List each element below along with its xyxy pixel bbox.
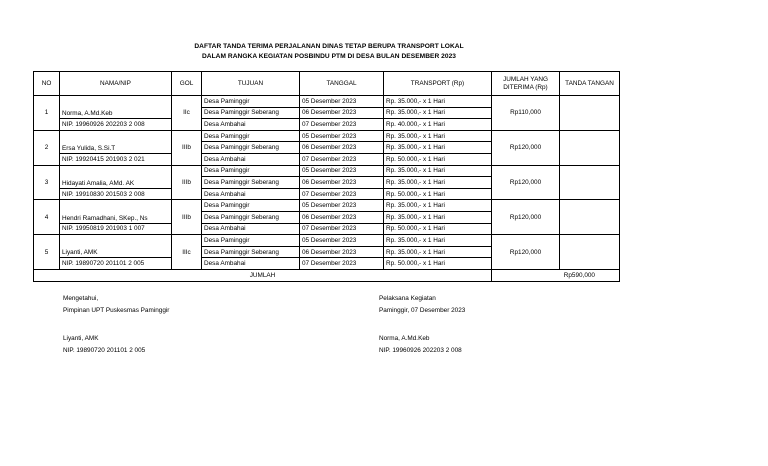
header-tanda-tangan: TANDA TANGAN <box>560 72 620 96</box>
trip-transport: Rp. 35.000,- x 1 Hari <box>384 130 492 142</box>
right-sign-line-1: Pelaksana Kegiatan <box>379 295 436 302</box>
trip-transport: Rp. 50.000,- x 1 Hari <box>384 223 492 235</box>
table-row <box>34 200 620 212</box>
trip-tanggal: 05 Desember 2023 <box>300 96 384 108</box>
document-title-line-1: DAFTAR TANDA TERIMA PERJALANAN DINAS TETAP BERUPA TRANSPORT LOKAL <box>194 43 464 50</box>
left-sign-line-1: Mengetahui, <box>63 295 99 302</box>
right-sign-nip: NIP. 19960926 202203 2 008 <box>379 347 462 354</box>
left-signature-block <box>63 293 169 357</box>
row-nip: NIP. 19950819 201903 1 007 <box>60 223 172 235</box>
trip-tujuan: Desa Paminggir Seberang <box>202 211 300 223</box>
header-nama-nip: NAMA/NIP <box>60 72 172 96</box>
trip-transport: Rp. 35.000,- x 1 Hari <box>384 177 492 189</box>
trip-transport: Rp. 35.000,- x 1 Hari <box>384 142 492 154</box>
trip-tujuan: Desa Paminggir Seberang <box>202 177 300 189</box>
trip-tujuan: Desa Paminggir <box>202 235 300 247</box>
trip-transport: Rp. 50.000,- x 1 Hari <box>384 188 492 200</box>
trip-transport: Rp. 35.000,- x 1 Hari <box>384 96 492 108</box>
trip-tujuan: Desa Paminggir Seberang <box>202 142 300 154</box>
row-nip: NIP. 19890720 201101 2 005 <box>60 258 172 270</box>
trip-tujuan: Desa Paminggir <box>202 96 300 108</box>
header-gol: GOL <box>172 72 202 96</box>
trip-tujuan: Desa Ambahai <box>202 188 300 200</box>
trip-tanggal: 07 Desember 2023 <box>300 188 384 200</box>
row-nama: Norma, A.Md.Keb <box>60 96 172 119</box>
trip-tujuan: Desa Paminggir <box>202 130 300 142</box>
receipt-table <box>33 71 620 282</box>
trip-tanggal: 07 Desember 2023 <box>300 223 384 235</box>
trip-transport: Rp. 50.000,- x 1 Hari <box>384 258 492 270</box>
table-row <box>34 165 620 177</box>
header-tujuan: TUJUAN <box>202 72 300 96</box>
trip-tanggal: 07 Desember 2023 <box>300 153 384 165</box>
row-gol: IIIb <box>172 130 202 165</box>
trip-tanggal: 05 Desember 2023 <box>300 130 384 142</box>
row-tanda-tangan <box>560 96 620 131</box>
row-jumlah: Rp110,000 <box>492 96 560 131</box>
row-gol: IIIc <box>172 235 202 270</box>
right-sign-line-2: Paminggir, 07 Desember 2023 <box>379 307 466 314</box>
row-no: 2 <box>34 130 60 165</box>
header-transport: TRANSPORT (Rp) <box>384 72 492 96</box>
row-jumlah: Rp120,000 <box>492 235 560 270</box>
row-no: 5 <box>34 235 60 270</box>
row-no: 3 <box>34 165 60 200</box>
trip-tujuan: Desa Paminggir Seberang <box>202 107 300 119</box>
left-sign-line-2: Pimpinan UPT Puskesmas Paminggir <box>63 307 170 314</box>
trip-transport: Rp. 35.000,- x 1 Hari <box>384 235 492 247</box>
row-nama: Hendri Ramadhani, SKep., Ns <box>60 200 172 223</box>
row-nip: NIP. 19910830 201503 2 008 <box>60 188 172 200</box>
row-gol: IIIb <box>172 165 202 200</box>
row-tanda-tangan <box>560 235 620 270</box>
trip-transport: Rp. 40.000,- x 1 Hari <box>384 119 492 131</box>
left-sign-name: Liyanti, AMK <box>63 335 99 342</box>
row-tanda-tangan <box>560 130 620 165</box>
trip-tanggal: 05 Desember 2023 <box>300 165 384 177</box>
trip-transport: Rp. 35.000,- x 1 Hari <box>384 211 492 223</box>
table-row <box>34 235 620 247</box>
right-signature-block <box>379 293 465 357</box>
right-sign-name: Norma, A.Md.Keb <box>379 335 430 342</box>
trip-transport: Rp. 35.000,- x 1 Hari <box>384 200 492 212</box>
trip-tanggal: 05 Desember 2023 <box>300 235 384 247</box>
trip-transport: Rp. 35.000,- x 1 Hari <box>384 246 492 258</box>
row-nip: NIP. 19960926 202203 2 008 <box>60 119 172 131</box>
left-sign-nip: NIP. 19890720 201101 2 005 <box>63 347 146 354</box>
header-tanggal: TANGGAL <box>300 72 384 96</box>
row-gol: IIIb <box>172 200 202 235</box>
table-row <box>34 96 620 108</box>
document-title-line-2: DALAM RANGKA KEGIATAN POSBINDU PTM DI DESA BULAN DESEMBER 2023 <box>201 53 457 60</box>
trip-tanggal: 06 Desember 2023 <box>300 142 384 154</box>
trip-transport: Rp. 35.000,- x 1 Hari <box>384 107 492 119</box>
trip-tujuan: Desa Ambahai <box>202 153 300 165</box>
trip-tanggal: 05 Desember 2023 <box>300 200 384 212</box>
table-header-row <box>34 72 620 96</box>
trip-tujuan: Desa Paminggir Seberang <box>202 246 300 258</box>
row-nama: Ersa Yulida, S.Si.T <box>60 130 172 153</box>
row-jumlah: Rp120,000 <box>492 165 560 200</box>
row-nip: NIP. 19920415 201903 2 021 <box>60 153 172 165</box>
row-tanda-tangan <box>560 200 620 235</box>
total-label: JUMLAH <box>34 269 492 281</box>
trip-tujuan: Desa Ambahai <box>202 223 300 235</box>
row-jumlah: Rp120,000 <box>492 200 560 235</box>
trip-tanggal: 06 Desember 2023 <box>300 177 384 189</box>
trip-tanggal: 07 Desember 2023 <box>300 258 384 270</box>
trip-transport: Rp. 35.000,- x 1 Hari <box>384 165 492 177</box>
trip-tujuan: Desa Paminggir <box>202 165 300 177</box>
row-nama: Hidayati Amalia, AMd. AK <box>60 165 172 188</box>
row-jumlah: Rp120,000 <box>492 130 560 165</box>
total-row <box>34 269 620 281</box>
header-no: NO <box>34 72 60 96</box>
trip-tanggal: 07 Desember 2023 <box>300 119 384 131</box>
trip-tanggal: 06 Desember 2023 <box>300 246 384 258</box>
table-row <box>34 130 620 142</box>
trip-tujuan: Desa Ambahai <box>202 119 300 131</box>
trip-tanggal: 06 Desember 2023 <box>300 211 384 223</box>
row-gol: IIc <box>172 96 202 131</box>
trip-transport: Rp. 50.000,- x 1 Hari <box>384 153 492 165</box>
trip-tujuan: Desa Paminggir <box>202 200 300 212</box>
trip-tujuan: Desa Ambahai <box>202 258 300 270</box>
row-tanda-tangan <box>560 165 620 200</box>
total-value: Rp590,000 <box>492 269 620 281</box>
row-no: 4 <box>34 200 60 235</box>
trip-tanggal: 06 Desember 2023 <box>300 107 384 119</box>
row-nama: Liyanti, AMK <box>60 235 172 258</box>
header-jumlah: JUMLAH YANG DITERIMA (Rp) <box>492 72 560 96</box>
row-no: 1 <box>34 96 60 131</box>
